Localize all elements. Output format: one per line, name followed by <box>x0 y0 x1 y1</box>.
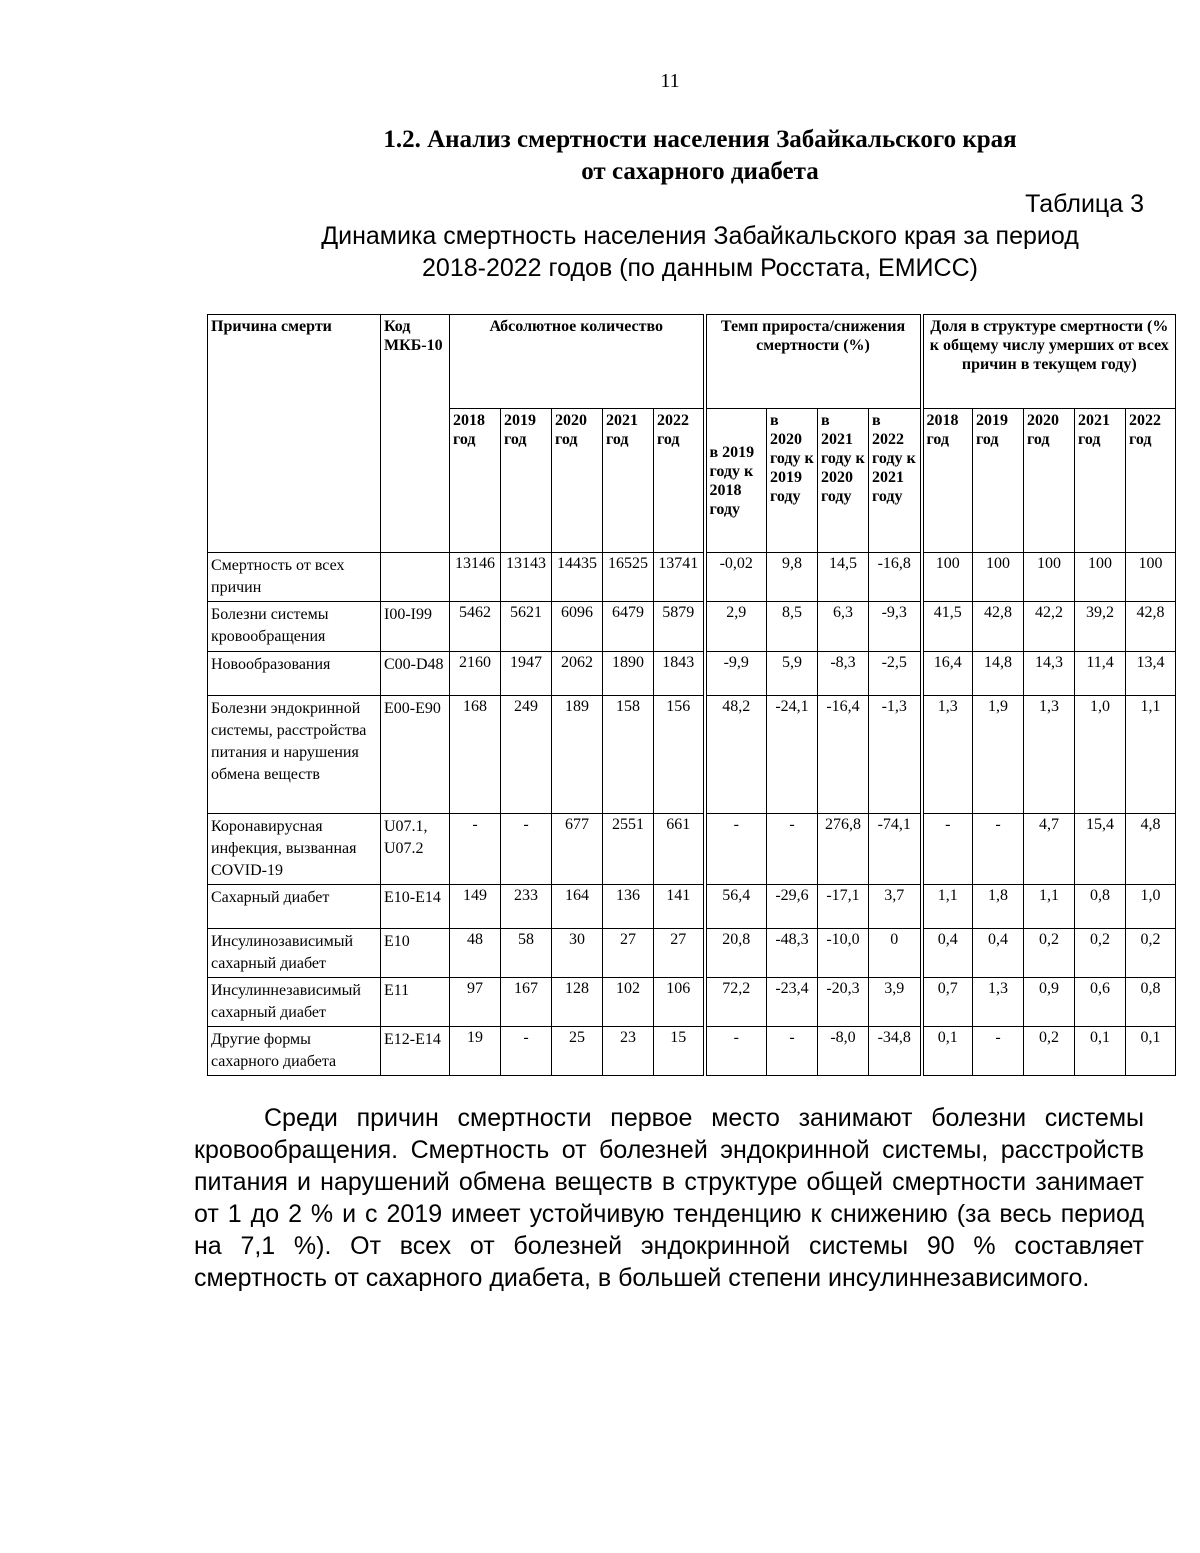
cell-absolute: 15 <box>654 1027 705 1076</box>
cell-absolute: 97 <box>450 978 501 1027</box>
cell-share: 0,9 <box>1024 978 1075 1027</box>
cell-rate: 9,8 <box>767 553 818 602</box>
cell-share: 15,4 <box>1075 814 1126 885</box>
cell-rate: 20,8 <box>705 929 767 978</box>
cell-absolute: 25 <box>552 1027 603 1076</box>
section-heading-line1: 1.2. Анализ смертности населения Забайкальского края <box>383 126 1017 153</box>
cell-share: 100 <box>1024 553 1075 602</box>
cell-share: 0,4 <box>973 929 1024 978</box>
cell-absolute: 27 <box>654 929 705 978</box>
cell-absolute: 27 <box>603 929 654 978</box>
cell-share: 14,8 <box>973 652 1024 696</box>
cell-absolute: 106 <box>654 978 705 1027</box>
cell-code: E12-E14 <box>381 1027 450 1076</box>
cell-cause: Новообразования <box>208 652 381 696</box>
cell-absolute: 13741 <box>654 553 705 602</box>
cell-rate: -23,4 <box>767 978 818 1027</box>
cell-share: 42,8 <box>1126 602 1176 652</box>
table-row <box>208 929 1176 978</box>
cell-rate: -16,4 <box>818 696 869 814</box>
cell-rate: 276,8 <box>818 814 869 885</box>
cell-absolute: - <box>501 1027 552 1076</box>
table-row <box>208 978 1176 1027</box>
cell-share: 100 <box>1075 553 1126 602</box>
table-body <box>208 553 1176 1076</box>
cell-rate: 48,2 <box>705 696 767 814</box>
cell-rate: - <box>705 814 767 885</box>
header-abs-year: 2022 год <box>654 409 705 553</box>
cell-absolute: 16525 <box>603 553 654 602</box>
cell-rate: -17,1 <box>818 885 869 929</box>
table-caption-line1: Динамика смертность населения Забайкальского края за период <box>321 222 1079 250</box>
cell-absolute: 6096 <box>552 602 603 652</box>
cell-rate: 3,9 <box>869 978 922 1027</box>
cell-code: E00-E90 <box>381 696 450 814</box>
cell-cause: Коронавирусная инфекция, вызванная COVID-19 <box>208 814 381 885</box>
header-share-year: 2018 год <box>922 409 973 553</box>
cell-share: 0,1 <box>1075 1027 1126 1076</box>
cell-rate: - <box>705 1027 767 1076</box>
cell-code <box>381 553 450 602</box>
cell-share: 0,4 <box>922 929 973 978</box>
cell-share: 14,3 <box>1024 652 1075 696</box>
cell-share: 0,8 <box>1075 885 1126 929</box>
table-row <box>208 814 1176 885</box>
cell-share: 100 <box>1126 553 1176 602</box>
cell-absolute: 13146 <box>450 553 501 602</box>
cell-cause: Болезни эндокринной системы, расстройства питания и нарушения обмена веществ <box>208 696 381 814</box>
cell-share: 39,2 <box>1075 602 1126 652</box>
cell-rate: -1,3 <box>869 696 922 814</box>
cell-code: I00-I99 <box>381 602 450 652</box>
cell-absolute: 2551 <box>603 814 654 885</box>
cell-absolute: 189 <box>552 696 603 814</box>
header-rate-period: в 2019 году к 2018 году <box>705 409 767 553</box>
cell-absolute: 661 <box>654 814 705 885</box>
cell-share: 0,2 <box>1024 929 1075 978</box>
table-caption-line2: 2018-2022 годов (по данным Росстата, ЕМИСС) <box>422 254 978 282</box>
section-heading <box>300 124 1100 188</box>
table-caption <box>280 220 1120 284</box>
cell-rate: -10,0 <box>818 929 869 978</box>
cell-code: E11 <box>381 978 450 1027</box>
cell-absolute: 13143 <box>501 553 552 602</box>
cell-share: 11,4 <box>1075 652 1126 696</box>
cell-code: U07.1, U07.2 <box>381 814 450 885</box>
cell-share: 1,8 <box>973 885 1024 929</box>
cell-share: 1,3 <box>922 696 973 814</box>
cell-share: 1,9 <box>973 696 1024 814</box>
header-cause: Причина смерти <box>208 315 381 553</box>
cell-absolute: 1890 <box>603 652 654 696</box>
cell-absolute: 48 <box>450 929 501 978</box>
cell-rate: - <box>767 814 818 885</box>
cell-rate: 2,9 <box>705 602 767 652</box>
cell-share: 0,7 <box>922 978 973 1027</box>
cell-rate: -8,3 <box>818 652 869 696</box>
cell-rate: 0 <box>869 929 922 978</box>
cell-rate: 3,7 <box>869 885 922 929</box>
cell-share: - <box>922 814 973 885</box>
table-row <box>208 1027 1176 1076</box>
page-number: 11 <box>660 70 680 92</box>
cell-absolute: 156 <box>654 696 705 814</box>
cell-absolute: 5879 <box>654 602 705 652</box>
header-abs-year: 2021 год <box>603 409 654 553</box>
cell-rate: 5,9 <box>767 652 818 696</box>
cell-absolute: 5462 <box>450 602 501 652</box>
cell-rate: -8,0 <box>818 1027 869 1076</box>
header-abs-year: 2018 год <box>450 409 501 553</box>
cell-share: 1,3 <box>1024 696 1075 814</box>
cell-share: 0,2 <box>1126 929 1176 978</box>
cell-absolute: 164 <box>552 885 603 929</box>
table-row <box>208 602 1176 652</box>
cell-share: 0,8 <box>1126 978 1176 1027</box>
cell-share: 1,1 <box>922 885 973 929</box>
cell-share: 13,4 <box>1126 652 1176 696</box>
cell-rate: -48,3 <box>767 929 818 978</box>
header-abs-year: 2019 год <box>501 409 552 553</box>
cell-absolute: 677 <box>552 814 603 885</box>
cell-absolute: 128 <box>552 978 603 1027</box>
header-share-year: 2021 год <box>1075 409 1126 553</box>
cell-absolute: - <box>501 814 552 885</box>
table-label: Таблица 3 <box>1025 190 1144 218</box>
header-abs-year: 2020 год <box>552 409 603 553</box>
cell-cause: Другие формы сахарного диабета <box>208 1027 381 1076</box>
cell-rate: -20,3 <box>818 978 869 1027</box>
cell-rate: -74,1 <box>869 814 922 885</box>
section-heading-line2: от сахарного диабета <box>581 158 819 185</box>
cell-absolute: - <box>450 814 501 885</box>
cell-share: 42,2 <box>1024 602 1075 652</box>
body-paragraph: Среди причин смертности первое место занимают болезни системы кровообращения. Смертность от болезней эндокринной системы, расстройств питания и нарушений обмена веществ в структуре общей смертности занимает от 1 до 2 % и с 2019 имеет устойчивую тенденцию к снижению (за весь период на 7,1 %). От всех от болезней эндокринной системы 90 % составляет смертность от сахарного диабета, в большей степени инсулиннезависимого. <box>194 1104 1144 1292</box>
cell-rate: -2,5 <box>869 652 922 696</box>
cell-absolute: 5621 <box>501 602 552 652</box>
cell-rate: -0,02 <box>705 553 767 602</box>
cell-absolute: 1843 <box>654 652 705 696</box>
cell-absolute: 102 <box>603 978 654 1027</box>
cell-share: - <box>973 814 1024 885</box>
cell-absolute: 2062 <box>552 652 603 696</box>
cell-rate: 56,4 <box>705 885 767 929</box>
cell-share: 16,4 <box>922 652 973 696</box>
header-rate-period: в 2022 году к 2021 году <box>869 409 922 553</box>
cell-cause: Смертность от всех причин <box>208 553 381 602</box>
cell-rate: -34,8 <box>869 1027 922 1076</box>
cell-absolute: 6479 <box>603 602 654 652</box>
cell-absolute: 141 <box>654 885 705 929</box>
header-share: Доля в структуре смертности (% к общему числу умерших от всех причин в текущем году) <box>922 315 1176 409</box>
cell-share: 4,7 <box>1024 814 1075 885</box>
cell-absolute: 30 <box>552 929 603 978</box>
cell-share: 1,3 <box>973 978 1024 1027</box>
cell-share: 41,5 <box>922 602 973 652</box>
cell-absolute: 136 <box>603 885 654 929</box>
mortality-table <box>207 314 1176 1076</box>
cell-share: 0,1 <box>1126 1027 1176 1076</box>
cell-rate: 72,2 <box>705 978 767 1027</box>
cell-cause: Сахарный диабет <box>208 885 381 929</box>
header-absolute-count: Абсолютное количество <box>450 315 705 409</box>
header-code: Код МКБ-10 <box>381 315 450 553</box>
cell-absolute: 19 <box>450 1027 501 1076</box>
header-share-year: 2020 год <box>1024 409 1075 553</box>
table-row <box>208 553 1176 602</box>
cell-share: 4,8 <box>1126 814 1176 885</box>
cell-rate: 8,5 <box>767 602 818 652</box>
cell-share: 0,1 <box>922 1027 973 1076</box>
cell-share: 100 <box>973 553 1024 602</box>
cell-rate: -9,9 <box>705 652 767 696</box>
cell-cause: Инсулинозависимый сахарный диабет <box>208 929 381 978</box>
cell-share: 42,8 <box>973 602 1024 652</box>
cell-absolute: 1947 <box>501 652 552 696</box>
cell-share: 1,0 <box>1075 696 1126 814</box>
header-rate-period: в 2021 году к 2020 году <box>818 409 869 553</box>
cell-code: E10 <box>381 929 450 978</box>
cell-absolute: 167 <box>501 978 552 1027</box>
cell-absolute: 233 <box>501 885 552 929</box>
cell-share: 0,2 <box>1075 929 1126 978</box>
cell-share: 1,1 <box>1126 696 1176 814</box>
cell-rate: -24,1 <box>767 696 818 814</box>
cell-rate: - <box>767 1027 818 1076</box>
cell-absolute: 23 <box>603 1027 654 1076</box>
cell-absolute: 149 <box>450 885 501 929</box>
cell-share: 100 <box>922 553 973 602</box>
cell-absolute: 249 <box>501 696 552 814</box>
cell-absolute: 58 <box>501 929 552 978</box>
header-rate-period: в 2020 году к 2019 году <box>767 409 818 553</box>
header-share-year: 2022 год <box>1126 409 1176 553</box>
cell-share: 1,0 <box>1126 885 1176 929</box>
cell-share: 1,1 <box>1024 885 1075 929</box>
cell-absolute: 14435 <box>552 553 603 602</box>
cell-absolute: 168 <box>450 696 501 814</box>
cell-rate: -9,3 <box>869 602 922 652</box>
header-share-year: 2019 год <box>973 409 1024 553</box>
cell-rate: -16,8 <box>869 553 922 602</box>
cell-rate: -29,6 <box>767 885 818 929</box>
cell-code: C00-D48 <box>381 652 450 696</box>
cell-rate: 6,3 <box>818 602 869 652</box>
cell-rate: 14,5 <box>818 553 869 602</box>
cell-share: - <box>973 1027 1024 1076</box>
cell-absolute: 158 <box>603 696 654 814</box>
cell-absolute: 2160 <box>450 652 501 696</box>
cell-cause: Болезни системы кровообращения <box>208 602 381 652</box>
cell-share: 0,6 <box>1075 978 1126 1027</box>
table-row <box>208 696 1176 814</box>
cell-cause: Инсулиннезависимый сахарный диабет <box>208 978 381 1027</box>
table-row <box>208 885 1176 929</box>
cell-code: E10-E14 <box>381 885 450 929</box>
table-row <box>208 652 1176 696</box>
header-growth-rate: Темп прироста/снижения смертности (%) <box>705 315 922 409</box>
cell-share: 0,2 <box>1024 1027 1075 1076</box>
